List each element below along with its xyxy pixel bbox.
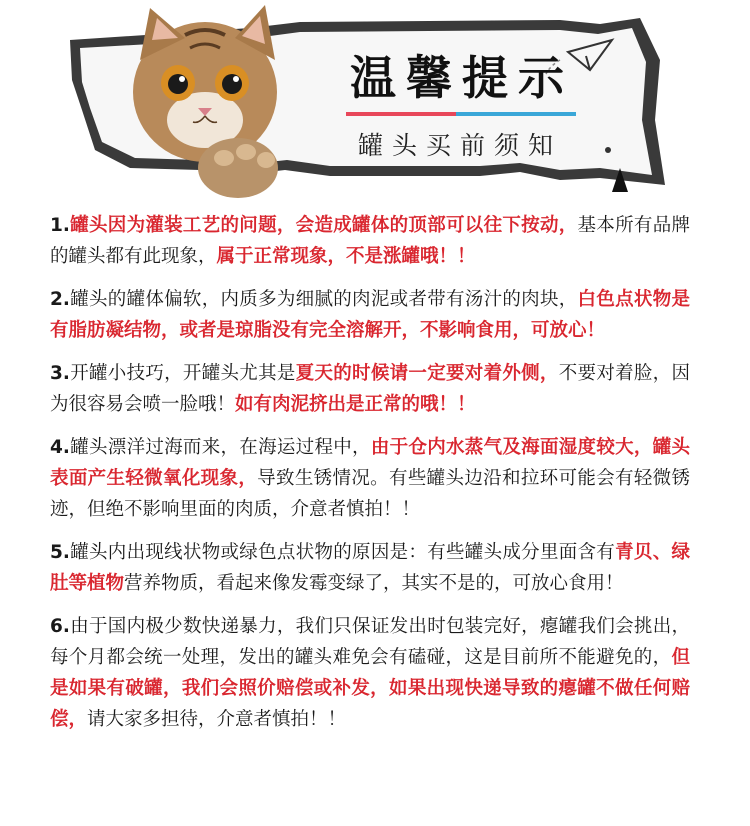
note-text-red: 罐头因为灌装工艺的问题，会造成罐体的顶部可以往下按动， bbox=[69, 215, 578, 236]
note-text: 营养物质，看起来像发霉变绿了，其实不是的，可放心食用！ bbox=[124, 573, 624, 594]
note-text: 基本所有品牌的罐头都有此现象， bbox=[50, 215, 690, 267]
note-text-red: 白色点状物是有脂肪凝结物，或者是琼脂没有完全溶解开，不影响食用，可放心！ bbox=[50, 289, 690, 341]
note-item bbox=[50, 611, 690, 735]
note-number: 3. bbox=[50, 363, 70, 384]
note-text: 导致生锈情况。有些罐头边沿和拉环可能会有轻微锈迹，但绝不影响里面的肉质，介意者慎拍！！ bbox=[50, 468, 690, 520]
note-text-red: 但是如果有破罐，我们会照价赔偿或补发，如果出现快递导致的瘪罐不做任何赔偿， bbox=[50, 647, 690, 730]
note-number: 5. bbox=[50, 542, 70, 563]
note-text-red: 青贝、绿肚等植物 bbox=[50, 542, 690, 594]
note-number: 4. bbox=[50, 437, 70, 458]
note-number: 2. bbox=[50, 289, 70, 310]
title-divider-blue bbox=[456, 112, 576, 116]
note-text-red: 如有肉泥挤出是正常的哦！！ bbox=[235, 394, 476, 415]
note-item bbox=[50, 432, 690, 525]
note-text-red: 夏天的时候请一定要对着外侧， bbox=[295, 363, 559, 384]
note-item bbox=[50, 537, 690, 599]
cat-icon bbox=[133, 5, 278, 198]
note-text: 开罐小技巧，开罐头尤其是 bbox=[69, 363, 296, 384]
note-text: 罐头内出现线状物或绿色点状物的原因是：有些罐头成分里面含有 bbox=[69, 542, 616, 563]
note-number: 6. bbox=[50, 616, 70, 637]
note-item bbox=[50, 210, 690, 272]
page-title: 温馨提示 bbox=[350, 51, 574, 105]
note-text-red: 由于仓内水蒸气及海面湿度较大，罐头表面产生轻微氧化现象， bbox=[50, 437, 690, 489]
note-text: 不要对着脸，因为很容易会喷一脸哦！ bbox=[50, 363, 690, 415]
note-number: 1. bbox=[50, 215, 70, 236]
header-banner bbox=[0, 0, 750, 205]
note-item bbox=[50, 358, 690, 420]
note-text: 由于国内极少数快递暴力，我们只保证发出时包装完好，瘪罐我们会挑出，每个月都会统一处理，发出的罐头难免会有磕碰，这是目前所不能避免的， bbox=[50, 616, 690, 668]
note-text-red: 属于正常现象，不是涨罐哦！！ bbox=[216, 246, 476, 267]
note-text: 请大家多担待，介意者慎拍！！ bbox=[87, 709, 347, 730]
title-divider-red bbox=[346, 112, 456, 116]
note-text: 罐头的罐体偏软，内质多为细腻的肉泥或者带有汤汁的肉块， bbox=[69, 289, 578, 310]
note-item bbox=[50, 284, 690, 346]
note-text: 罐头漂洋过海而来，在海运过程中， bbox=[69, 437, 371, 458]
notes-list bbox=[50, 210, 690, 747]
dot-icon bbox=[605, 147, 611, 153]
page-subtitle: 罐头买前须知 bbox=[357, 131, 562, 160]
